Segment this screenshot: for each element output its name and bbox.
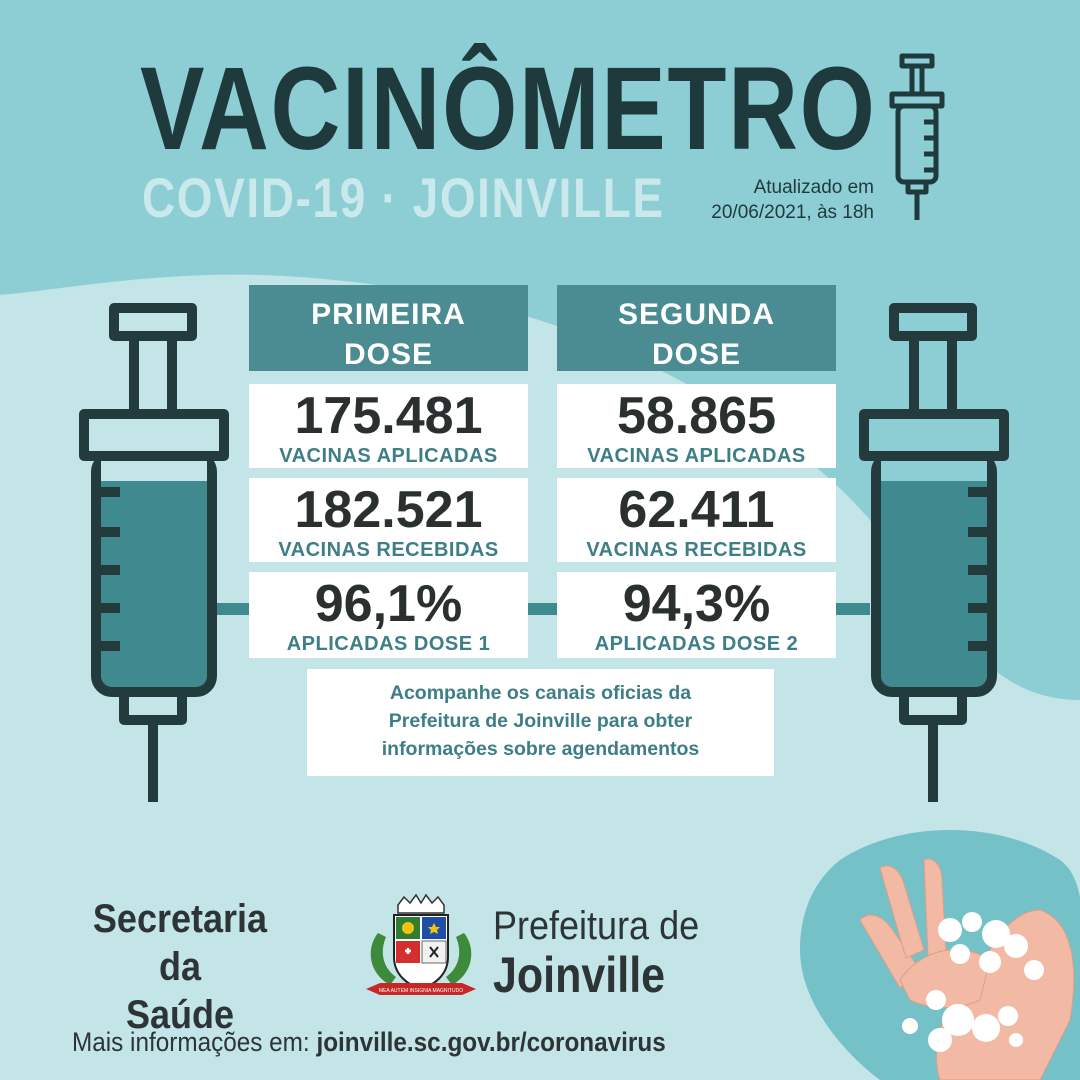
more-info-link[interactable]: joinville.sc.gov.br/coronavirus bbox=[316, 1027, 666, 1057]
second-dose-applied-label: VACINAS APLICADAS bbox=[587, 445, 806, 467]
more-info bbox=[72, 1027, 666, 1058]
official-channels-note bbox=[307, 669, 774, 776]
note-line3: informações sobre agendamentos bbox=[381, 738, 700, 760]
secretaria-line2: Saúde bbox=[125, 993, 235, 1037]
second-dose-applied-card bbox=[557, 384, 836, 468]
first-dose-percent-card bbox=[249, 572, 528, 658]
second-dose-received-card bbox=[557, 478, 836, 562]
updated-date: 20/06/2021, às 18h bbox=[711, 201, 874, 223]
page-title: VACINÔMETRO bbox=[140, 43, 877, 175]
first-dose-applied-label: VACINAS APLICADAS bbox=[279, 445, 498, 467]
second-dose-percent-label: APLICADAS DOSE 2 bbox=[594, 633, 799, 655]
first-dose-percent-value: 96,1% bbox=[314, 575, 463, 633]
second-dose-percent-card bbox=[557, 572, 836, 658]
first-dose-header bbox=[249, 285, 528, 371]
second-dose-percent-value: 94,3% bbox=[622, 575, 771, 633]
syringe-icon bbox=[76, 302, 232, 807]
second-dose-received-label: VACINAS RECEBIDAS bbox=[586, 539, 807, 561]
first-dose-header-line2: DOSE bbox=[343, 338, 434, 371]
more-info-label: Mais informações em: bbox=[72, 1027, 310, 1057]
prefeitura-line1: Prefeitura de bbox=[493, 904, 700, 948]
second-dose-header bbox=[557, 285, 836, 371]
handwashing-icon bbox=[840, 850, 1080, 1080]
first-dose-percent-label: APLICADAS DOSE 1 bbox=[286, 633, 491, 655]
coat-of-arms-icon bbox=[360, 893, 482, 1005]
prefeitura-line2: Joinville bbox=[493, 947, 666, 1003]
second-dose-header-line2: DOSE bbox=[651, 338, 742, 371]
secretaria-logo-text bbox=[72, 895, 288, 1039]
second-dose-header-line1: SEGUNDA bbox=[617, 298, 775, 331]
note-line2: Prefeitura de Joinville para obter bbox=[388, 710, 693, 732]
first-dose-received-value: 182.521 bbox=[294, 481, 483, 539]
first-dose-received-label: VACINAS RECEBIDAS bbox=[278, 539, 499, 561]
syringe-icon bbox=[856, 302, 1012, 807]
second-dose-received-value: 62.411 bbox=[618, 481, 775, 539]
first-dose-applied-value: 175.481 bbox=[294, 387, 483, 445]
syringe-icon bbox=[888, 52, 948, 224]
secretaria-line1: Secretaria da bbox=[92, 897, 268, 989]
first-dose-applied-card bbox=[249, 384, 528, 468]
note-line1: Acompanhe os canais oficias da bbox=[389, 682, 692, 704]
updated-label: Atualizado em bbox=[753, 177, 874, 198]
page-subtitle: COVID-19 · JOINVILLE bbox=[142, 166, 665, 229]
updated-timestamp bbox=[711, 176, 874, 225]
second-dose-applied-value: 58.865 bbox=[616, 387, 777, 445]
coat-of-arms-motto: MEA AUTEM INSIGNIA MAGNITUDO bbox=[378, 988, 464, 994]
first-dose-received-card bbox=[249, 478, 528, 562]
first-dose-header-line1: PRIMEIRA bbox=[311, 298, 466, 331]
